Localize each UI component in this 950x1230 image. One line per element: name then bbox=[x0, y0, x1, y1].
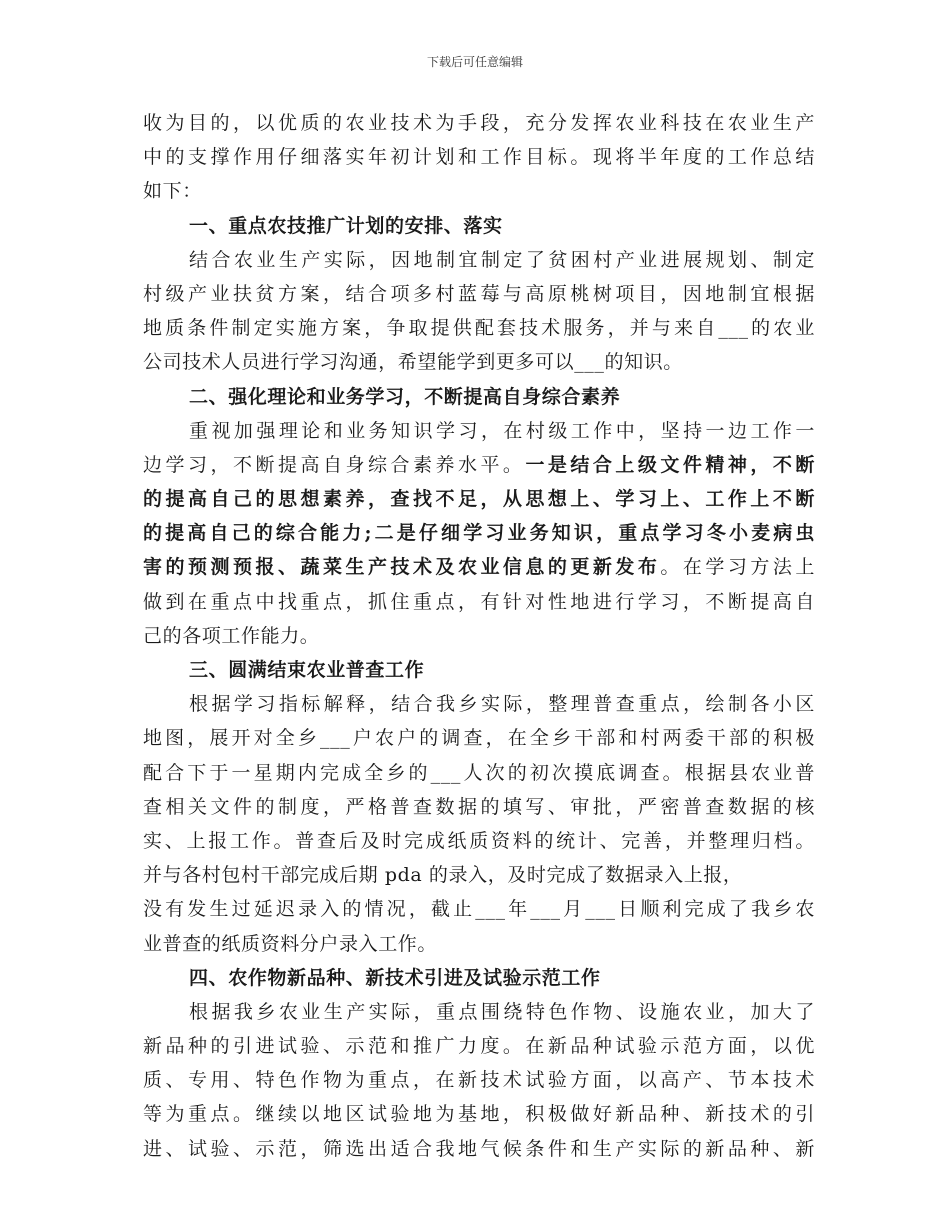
body-line bbox=[143, 448, 815, 482]
section-heading: 一、重点农技推广计划的安排、落实 bbox=[189, 214, 503, 237]
body-line bbox=[143, 414, 815, 448]
normal-text: 重视加强理论和业务知识学习，在村级工作中，坚持一边工作一 bbox=[189, 419, 815, 442]
document-body bbox=[143, 106, 815, 1166]
body-line bbox=[143, 482, 815, 516]
body-line: 进、试验、示范，筛选出适合我地气候条件和生产实际的新品种、新 bbox=[143, 1137, 815, 1160]
body-line: 收为目的，以优质的农业技术为手段，充分发挥农业科技在农业生产 bbox=[143, 112, 815, 134]
page-header: 下载后可任意编辑 bbox=[426, 55, 523, 69]
body-line: 质、专用、特色作物为重点，在新技术试验方面，以高产、节本技术 bbox=[143, 1069, 815, 1092]
section-heading: 二、强化理论和业务学习，不断提高自身综合素养 bbox=[189, 385, 621, 408]
body-line: 实、上报工作。普查后及时完成纸质资料的统计、完善，并整理归档。 bbox=[143, 829, 815, 852]
body-line: 没有发生过延迟录入的情况，截止___年___月___日顺利完成了我乡农 bbox=[143, 898, 815, 921]
body-line bbox=[143, 619, 815, 653]
body-line: 根据学习指标解释，结合我乡实际，整理普查重点，绘制各小区 bbox=[189, 693, 815, 716]
bold-text: 的提高自己的综合能力;二是仔细学习业务知识，重点学习冬小麦病虫 bbox=[143, 522, 815, 545]
body-line: 公司技术人员进行学习沟通，希望能学到更多可以___的知识。 bbox=[143, 351, 683, 374]
body-line: 结合农业生产实际，因地制宜制定了贫困村产业进展规划、制定 bbox=[189, 248, 815, 271]
bold-text: 一是结合上级文件精神，不断 bbox=[525, 453, 815, 476]
normal-text: 。在学习方法上 bbox=[660, 556, 815, 579]
bold-text: 的提高自己的思想素养，查找不足，从思想上、学习上、工作上不断 bbox=[143, 488, 815, 511]
normal-text: 做到在重点中找重点，抓住重点，有针对性地进行学习，不断提高自 bbox=[143, 590, 815, 613]
body-line bbox=[143, 550, 815, 584]
body-line bbox=[143, 585, 815, 619]
body-line: 地图，展开对全乡___户农户的调查，在全乡干部和村两委干部的积极 bbox=[143, 727, 815, 750]
bold-text: 害的预测预报、蔬菜生产技术及农业信息的更新发布 bbox=[143, 556, 661, 579]
body-line: 新品种的引进试验、示范和推广力度。在新品种试验示范方面，以优 bbox=[143, 1035, 815, 1058]
body-line: 地质条件制定实施方案，争取提供配套技术服务，并与来自___的农业 bbox=[143, 317, 815, 340]
section-heading: 四、农作物新品种、新技术引进及试验示范工作 bbox=[189, 966, 601, 989]
normal-text: 己的各项工作能力。 bbox=[143, 624, 320, 647]
body-line: 如下： bbox=[143, 180, 202, 203]
body-line: 业普查的纸质资料分户录入工作。 bbox=[143, 932, 438, 955]
section-heading: 三、圆满结束农业普查工作 bbox=[189, 659, 425, 681]
body-line bbox=[143, 516, 815, 550]
body-line: 配合下于一星期内完成全乡的___人次的初次摸底调查。根据县农业普 bbox=[143, 761, 815, 784]
body-line: 等为重点。继续以地区试验地为基地，积极做好新品种、新技术的引 bbox=[143, 1103, 815, 1126]
normal-text: 边学习，不断提高自身综合素养水平。 bbox=[143, 453, 526, 476]
body-line: 根据我乡农业生产实际，重点围绕特色作物、设施农业，加大了 bbox=[189, 1000, 815, 1023]
body-line: 查相关文件的制度，严格普查数据的填写、审批，严密普查数据的核 bbox=[143, 795, 815, 818]
body-line: 村级产业扶贫方案，结合项多村蓝莓与高原桃树项目，因地制宜根据 bbox=[143, 282, 815, 305]
body-line: 中的支撑作用仔细落实年初计划和工作目标。现将半年度的工作总结 bbox=[143, 146, 815, 169]
body-line: 并与各村包村干部完成后期 pda 的录入，及时完成了数据录入上报， bbox=[143, 864, 743, 887]
